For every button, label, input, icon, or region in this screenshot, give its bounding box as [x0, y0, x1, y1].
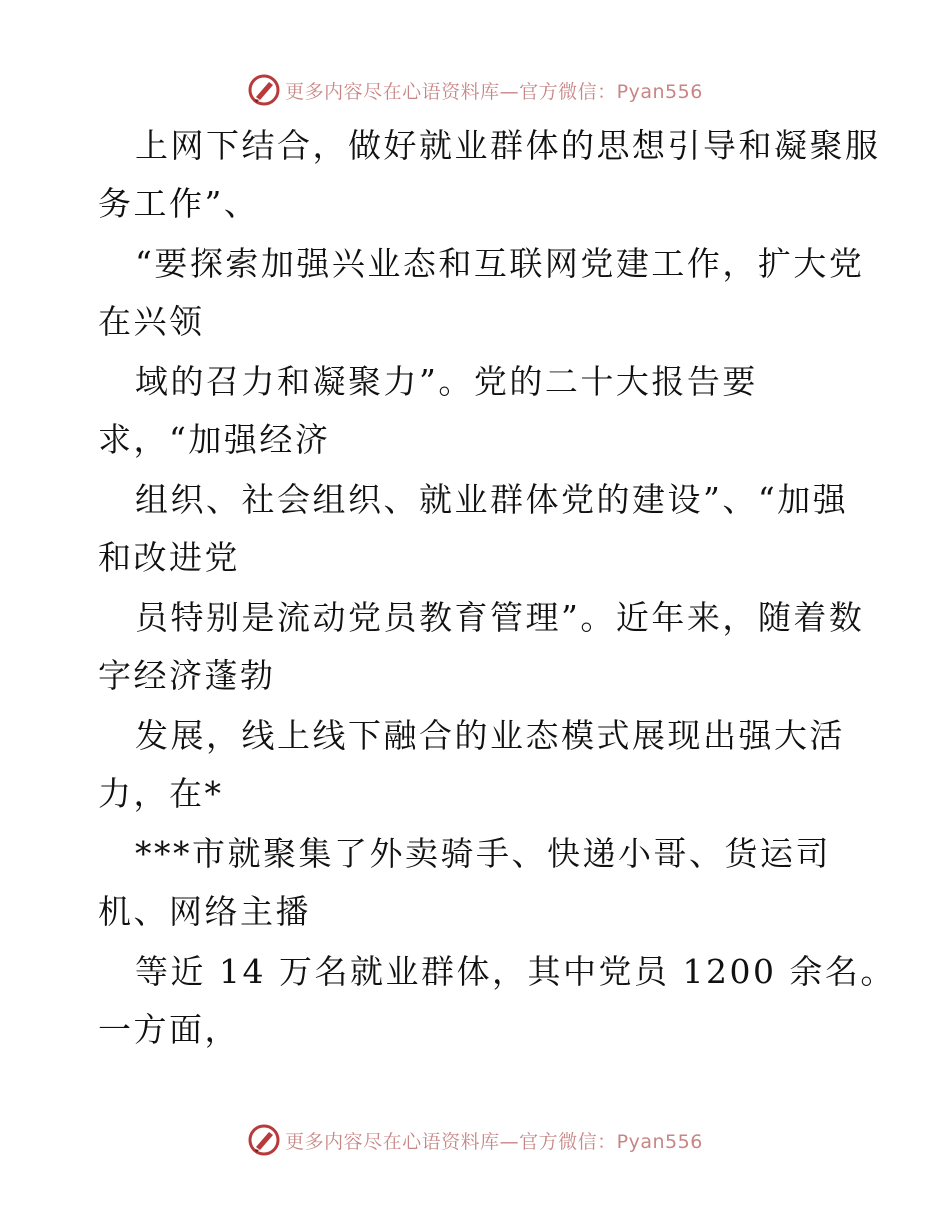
text-line-16: 一方面， — [98, 1010, 240, 1049]
text-line-15: 等近 14 万名就业群体，其中党员 1200 余名。 — [135, 952, 896, 991]
text-line-7: 组织、社会组织、就业群体党的建设”、“加强 — [135, 480, 849, 519]
footer-banner-text: 更多内容尽在心语资料库—官方微信：Pyan556 — [285, 1130, 703, 1153]
header-banner — [0, 68, 950, 112]
footer-banner — [0, 1118, 950, 1162]
text-line-12: 力，在* — [98, 774, 224, 813]
logo-icon — [247, 1123, 281, 1157]
text-line-3: “要探索加强兴业态和互联网党建工作，扩大党 — [135, 244, 865, 283]
text-line-5: 域的召力和凝聚力”。党的二十大报告要 — [135, 362, 758, 401]
text-line-6: 求，“加强经济 — [98, 420, 331, 459]
text-line-1: 上网下结合，做好就业群体的思想引导和凝聚服 — [135, 126, 881, 165]
text-line-11: 发展，线上线下融合的业态模式展现出强大活 — [135, 716, 845, 755]
text-line-13: ***市就聚集了外卖骑手、快递小哥、货运司 — [135, 834, 831, 873]
text-line-4: 在兴领 — [98, 302, 205, 341]
text-line-10: 字经济蓬勃 — [98, 656, 276, 695]
text-line-8: 和改进党 — [98, 538, 240, 577]
text-line-14: 机、网络主播 — [98, 892, 311, 931]
header-banner-text: 更多内容尽在心语资料库—官方微信：Pyan556 — [285, 80, 703, 103]
text-line-2: 务工作”、 — [98, 184, 260, 223]
text-line-9: 员特别是流动党员教育管理”。近年来，随着数 — [135, 598, 865, 637]
logo-icon — [247, 73, 281, 107]
